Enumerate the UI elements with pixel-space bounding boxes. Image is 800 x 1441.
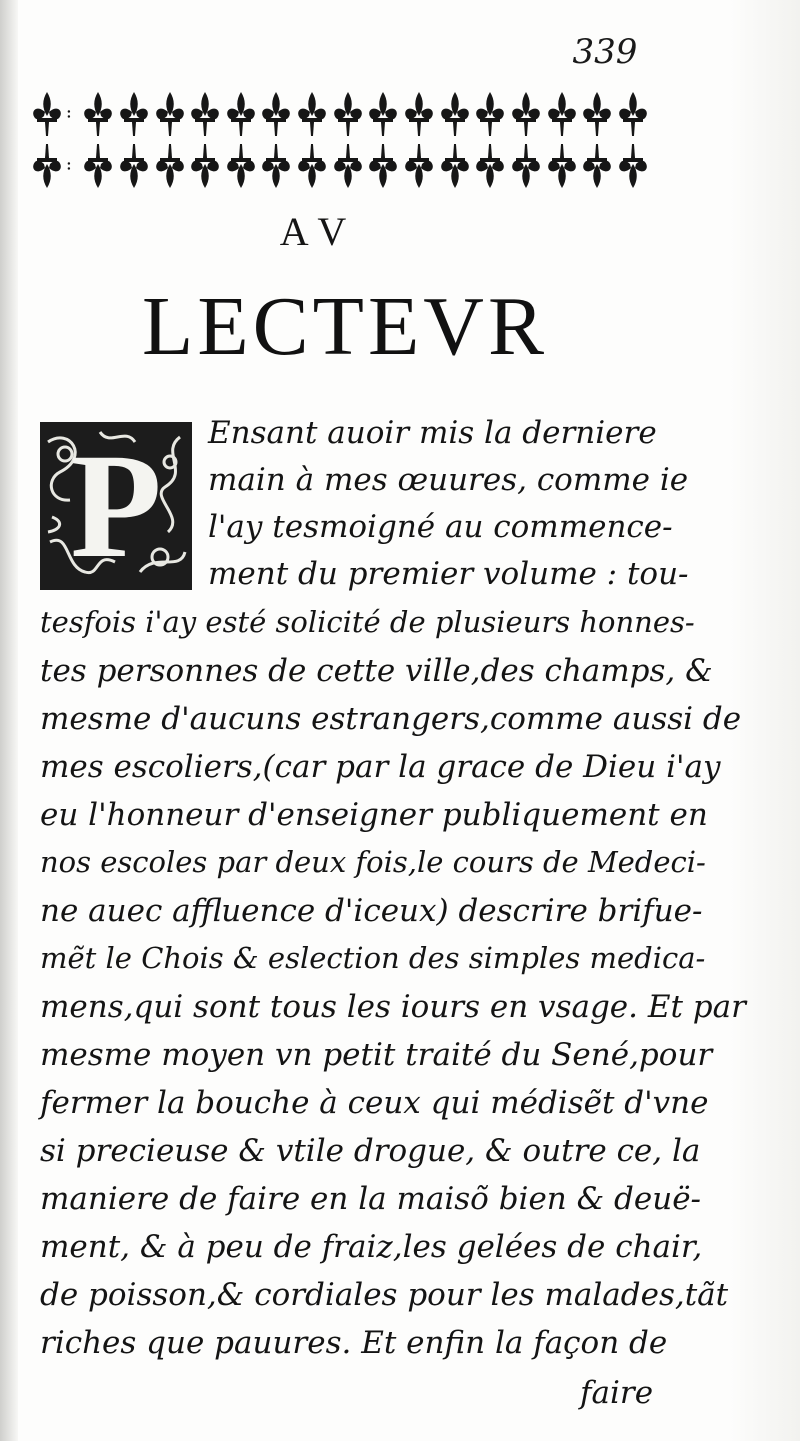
fleur-de-lis-icon: [438, 90, 472, 138]
fleur-de-lis-icon: [30, 90, 64, 138]
text-line-13: mens,qui sont tous les iours en vsage. Et par: [40, 989, 746, 1025]
fleur-de-lis-icon: [473, 90, 507, 138]
fleur-de-lis-ornament-band: [30, 88, 650, 198]
fleur-de-lis-icon: [295, 142, 329, 190]
text-line-2: main à mes œuures, comme ie: [208, 462, 689, 498]
fleur-de-lis-icon: [117, 90, 151, 138]
text-line-18: ment, & à peu de fraiz,les gelées de chair,: [40, 1229, 703, 1265]
text-line-3: l'ay tesmoigné au commence-: [208, 509, 673, 545]
fleur-de-lis-icon: [188, 142, 222, 190]
fleur-de-lis-icon: [616, 142, 650, 190]
catchword: faire: [580, 1375, 654, 1411]
fleur-de-lis-icon: [366, 90, 400, 138]
text-line-20: riches que pauures. Et enfin la façon de: [40, 1325, 668, 1361]
fleur-de-lis-icon: [259, 142, 293, 190]
fleur-de-lis-icon: [438, 142, 472, 190]
drop-cap-letter: P: [70, 423, 162, 589]
text-line-4: ment du premier volume : tou-: [208, 556, 689, 592]
title-line-lecteur: LECTEVR: [142, 280, 548, 373]
fleur-de-lis-icon: [259, 90, 293, 138]
text-line-9: eu l'honneur d'enseigner publiquement en: [40, 797, 708, 833]
fleur-de-lis-icon: [402, 90, 436, 138]
fleur-de-lis-icon: [473, 142, 507, 190]
text-line-7: mesme d'aucuns estrangers,comme aussi de: [40, 701, 742, 737]
text-line-10: nos escoles par deux fois,le cours de Medeci-: [40, 845, 706, 879]
fleur-de-lis-icon: [224, 142, 258, 190]
fleur-de-lis-icon: [331, 142, 365, 190]
fleur-de-lis-icon: [188, 90, 222, 138]
fleur-de-lis-icon: [580, 90, 614, 138]
page-number: 339: [572, 32, 638, 72]
text-line-19: de poisson,& cordiales pour les malades,tãt: [40, 1277, 729, 1313]
ornament-row-top: [30, 88, 650, 140]
fleur-de-lis-icon: [509, 142, 543, 190]
fleur-de-lis-icon: [545, 90, 579, 138]
fleur-de-lis-icon: [295, 90, 329, 138]
fleur-de-lis-icon: [81, 90, 115, 138]
text-line-14: mesme moyen vn petit traité du Sené,pour: [40, 1037, 713, 1073]
colon-ornament-icon: [66, 142, 80, 190]
fleur-de-lis-icon: [153, 90, 187, 138]
text-line-5: tesfois i'ay esté solicité de plusieurs honnes-: [40, 605, 695, 639]
colon-ornament-icon: [66, 90, 80, 138]
text-line-16: si precieuse & vtile drogue, & outre ce, la: [40, 1133, 701, 1169]
fleur-de-lis-icon: [224, 90, 258, 138]
fleur-de-lis-icon: [30, 142, 64, 190]
text-line-17: maniere de faire en la maisõ bien & deuë-: [40, 1181, 702, 1217]
title-line-au: AV: [279, 209, 361, 254]
fleur-de-lis-icon: [81, 142, 115, 190]
fleur-de-lis-icon: [366, 142, 400, 190]
text-line-8: mes escoliers,(car par la grace de Dieu i'ay: [40, 749, 721, 785]
fleur-de-lis-icon: [402, 142, 436, 190]
text-line-1: Ensant auoir mis la derniere: [208, 415, 657, 451]
fleur-de-lis-icon: [509, 90, 543, 138]
fleur-de-lis-icon: [117, 142, 151, 190]
fleur-de-lis-icon: [331, 90, 365, 138]
ornament-row-bottom: [30, 140, 650, 192]
fleur-de-lis-icon: [616, 90, 650, 138]
gutter-shadow: [0, 0, 18, 1441]
text-line-6: tes personnes de cette ville,des champs, &: [40, 653, 713, 689]
fleur-de-lis-icon: [153, 142, 187, 190]
fleur-de-lis-icon: [545, 142, 579, 190]
text-line-11: ne auec affluence d'iceux) descrire brifue-: [40, 893, 703, 929]
text-line-15: fermer la bouche à ceux qui médisẽt d'vne: [40, 1085, 709, 1121]
decorated-initial: [40, 422, 192, 590]
fleur-de-lis-icon: [580, 142, 614, 190]
text-line-12: mẽt le Chois & eslection des simples medica-: [40, 941, 706, 975]
